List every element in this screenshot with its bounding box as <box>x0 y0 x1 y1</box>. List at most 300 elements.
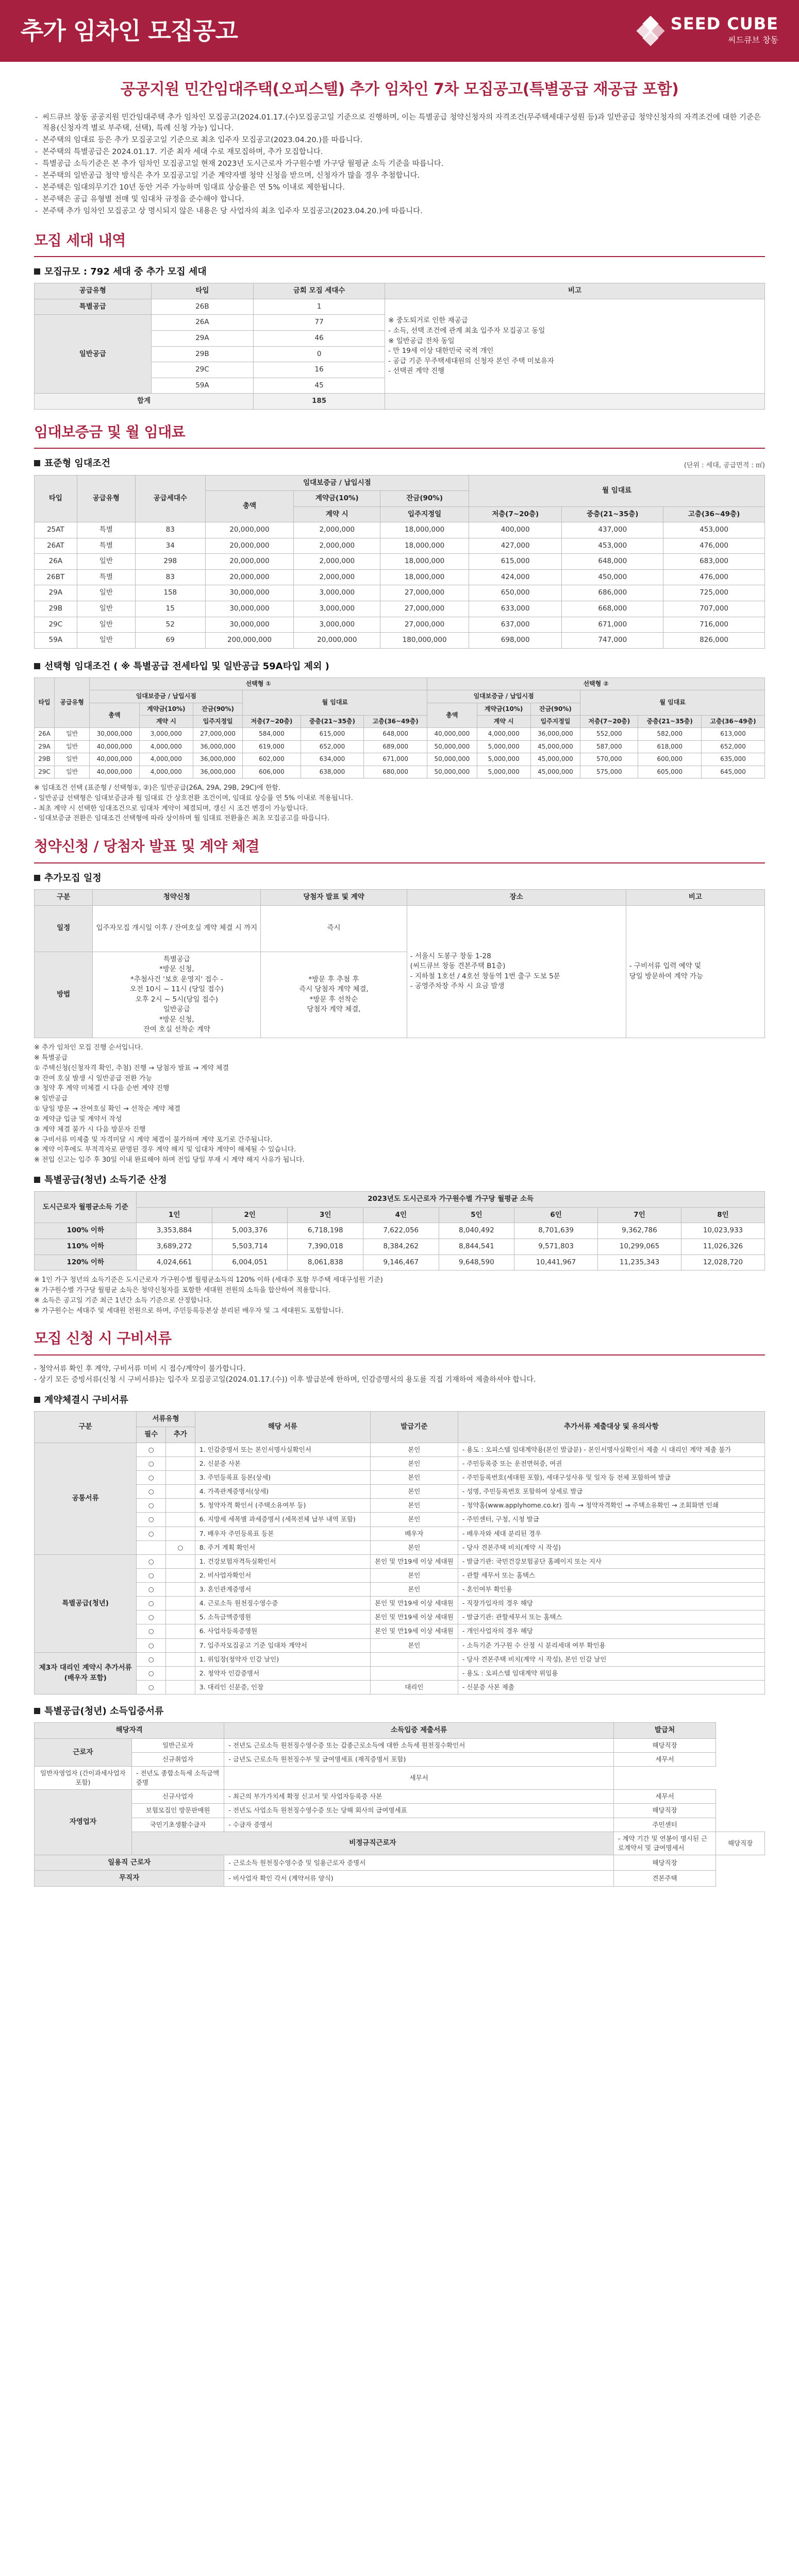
value-cell: 36,000,000 <box>193 753 243 766</box>
value-cell: 605,000 <box>638 766 702 778</box>
note-item: - 청약서류 확인 후 계약, 구비서류 미비 시 접수/계약이 불가합니다. <box>34 1365 246 1374</box>
square-bullet-icon <box>34 268 40 275</box>
table-row <box>35 601 765 617</box>
issue-basis: 본인 및 만19세 이상 세대원 <box>370 1611 458 1624</box>
place-info <box>407 905 626 1038</box>
issuer: 주민센터 <box>613 1818 715 1832</box>
income-value: 9,648,590 <box>439 1255 514 1270</box>
recruit-table: 공급유형 타입 금회 모집 세대수 비고 특별공급 26B 1 ※ 중도퇴거로 인한 재공급 - 소득, 선택 조건에 관계 최초 입주자 모집공고 동일 ※ 일반공급 전차 동일 - 만 19세 이상 대한민국 국적 개인 - 공급 기준 무주택세대원의 신청자 본인 주택 미보유자 - 선택권 계약 진행 일반공급 26A 77 29A 46 29B 0 29C 16 59A 45 합계 185 <box>34 283 765 410</box>
table-row <box>35 1790 765 1804</box>
value-cell: 18,000,000 <box>380 522 469 538</box>
value-cell: 83 <box>135 569 205 585</box>
income-value: 5,003,376 <box>212 1223 288 1239</box>
value-cell: 400,000 <box>469 522 561 538</box>
additional-mark <box>166 1443 195 1456</box>
value-cell: 4,000,000 <box>139 740 193 753</box>
value-cell: 2,000,000 <box>294 554 380 570</box>
sub-qualification: 신규사업자 <box>131 1790 224 1804</box>
table-row <box>35 617 765 633</box>
note-item: ※ 추가 임차인 모집 진행 순서입니다. <box>34 1044 143 1052</box>
issuer: 견본주택 <box>613 1871 715 1887</box>
text-line: 즉시 당첨자 계약 체결, <box>299 985 369 994</box>
required-mark: ○ <box>137 1499 166 1513</box>
contract-docs-table: 구분 서류유형 해당 서류 발급기준 추가서류 제출대상 및 유의사항 필수 추가 공통서류 ○ 1. 인감증명서 또는 본인서명사실확인서 본인 - 용도 : 오피스텔 임대계약용(본인 발급분) - 본인서명사실확인서 제출 시 대리인 계약 제출 불가 ○ 2. 신분증 사본 본인 - 주민등록증 또는 운전면허증, 여권 ○ 3. 주민등록표 등본(상세) 본인 - 주민등록번호(세대원 포함), 세대구성사유 및 일자 등 전체 포함하여 발급 ○ 4. 가족관계증명서(상세) 본인 - 성명, 주민등록번호 포함하여 상세로 발급 ○ 5. 청약자격 확인서 (주택소유여부 등) 본인 - 청약홈(www.applyhome.co.kr) 접속 → 청약자격확인 → 주택소유확인 → 조회화면 인쇄 ○ 6. 지방세 세목별 과세증명서 (세목전체 납부 내역 포함) 본인 - 주민센터, 구청, 시청 발급 ○ 7. 배우자 주민등록표 등본 배우자 - 배우자와 세대 분리된 경우 ○ 8. 주거 계획 확인서 본인 - 당사 견본주택 비치(계약 시 작성) 특별공급(청년) ○ 1. 건강보험자격득실확인서 본인 및 만19세 이상 세대원 - 발급기관: 국민건강보험공단 홈페이지 또는 지사 ○ 2. 비사업자확인서 본인 - 관할 세무서 또는 홈택스 ○ 3. 혼인관계증명서 본인 - 혼인여부 확인용 ○ 4. 근로소득 원천징수영수증 본인 및 만19세 이상 세대원 - 직장가입자의 경우 해당 ○ 5. 소득금액증명원 본인 및 만19세 이상 세대원 - 발급기관: 관할세무서 또는 홈택스 ○ 6. 사업자등록증명원 본인 및 만19세 이상 세대원 - 개인사업자의 경우 해당 ○ 7. 입주자모집공고 기준 임대차 계약서 본인 - 소득기준 가구원 수 산정 시 분리세대 여부 확인용 제3자 대리인 계약시 추가서류(배우자 포함) ○ 1. 위임장(청약자 인감 날인) - 당사 견본주택 비치(계약 시 작성), 본인 인감 날인 ○ 2. 청약자 인감증명서 - 용도 : 오피스텔 임대계약 위임용 ○ 3. 대리인 신분증, 인장 대리인 - 신분증 사본 제출 <box>34 1411 765 1694</box>
doc-name: 3. 주민등록표 등본(상세) <box>195 1471 370 1485</box>
total-label: 합계 <box>35 394 254 410</box>
value-cell: 637,000 <box>469 617 561 633</box>
income-doc: - 최근의 부가가치세 확정 신고서 및 사업자등록증 사본 <box>224 1790 613 1804</box>
text-line: - 서울시 도봉구 창동 1-28 <box>410 952 491 960</box>
value-cell: 특별 <box>77 522 135 538</box>
note-item: ※ 특별공급 <box>34 1054 68 1062</box>
person-header: 4인 <box>363 1207 439 1223</box>
apply-period: 입주자모집 개시일 이후 / 잔여호실 계약 체결 시 까지 <box>93 905 261 952</box>
value-cell: 180,000,000 <box>380 633 469 649</box>
count-cell: 0 <box>254 346 385 362</box>
note-item: - 일반공급 선택형은 임대보증금과 월 임대료 간 상호전환 조건이며, 임대료 상승률 연 5% 이내로 적용됩니다. <box>34 794 353 802</box>
value-cell: 18,000,000 <box>380 538 469 554</box>
type-cell: 29B <box>35 753 55 766</box>
brand-sub: 씨드큐브 창동 <box>728 35 778 45</box>
issuer: 해당직장 <box>613 1855 715 1871</box>
income-value: 11,026,326 <box>681 1239 764 1255</box>
issuer: 해당직장 <box>716 1832 765 1855</box>
table-row <box>35 740 765 753</box>
required-mark: ○ <box>137 1485 166 1499</box>
income-value: 8,701,639 <box>514 1223 598 1239</box>
value-cell: 4,000,000 <box>477 728 530 740</box>
table-row <box>35 1767 765 1790</box>
count-cell: 1 <box>254 299 385 315</box>
value-cell: 4,000,000 <box>139 753 193 766</box>
type-cell: 25AT <box>35 522 77 538</box>
value-cell: 20,000,000 <box>205 569 294 585</box>
value-cell: 30,000,000 <box>90 728 140 740</box>
square-bullet-icon <box>34 1177 40 1183</box>
required-mark: ○ <box>137 1597 166 1611</box>
value-cell: 476,000 <box>663 538 765 554</box>
value-cell: 671,000 <box>562 617 663 633</box>
value-cell: 668,000 <box>562 601 663 617</box>
table-row <box>35 1485 765 1499</box>
doc-group: 특별공급(청년) <box>35 1554 137 1652</box>
doc-name: 6. 지방세 세목별 과세증명서 (세목전체 납부 내역 포함) <box>195 1513 370 1527</box>
income-value: 10,299,065 <box>598 1239 681 1255</box>
text-line: - 구비서류 입력 예약 및 <box>629 962 702 971</box>
subsection-title: 특별공급(청년) 소득기준 산정 <box>44 1175 167 1186</box>
issuer: 해당직장 <box>613 1738 715 1752</box>
value-cell: 437,000 <box>562 522 663 538</box>
value-cell: 298 <box>135 554 205 570</box>
note-item: - 임대보증금 전환은 임대조건 선택형에 따라 상이하며 월 임대료 전환율은 최초 모집공고를 따릅니다. <box>34 815 330 823</box>
table-row <box>35 1638 765 1652</box>
doc-name: 1. 위임장(청약자 인감 날인) <box>195 1652 370 1666</box>
doc-group: 공통서류 <box>35 1443 137 1554</box>
income-value: 6,718,198 <box>288 1223 363 1239</box>
square-bullet-icon <box>34 1708 40 1714</box>
qualification: 무직자 <box>35 1871 224 1887</box>
text-line: ※ 중도퇴거로 인한 재공급 <box>388 316 468 325</box>
table-row <box>35 766 765 778</box>
income-value: 8,040,492 <box>439 1223 514 1239</box>
income-doc: - 전년도 사업소득 원천징수영수증 또는 당해 회사의 급여명세표 <box>224 1804 613 1818</box>
value-cell: 3,000,000 <box>294 585 380 601</box>
table-row <box>35 554 765 570</box>
text-line: - 공급 기준 무주택세대원의 신청자 본인 주택 미보유자 <box>388 357 554 365</box>
table-row <box>35 728 765 740</box>
additional-mark <box>166 1611 195 1624</box>
additional-mark <box>166 1499 195 1513</box>
additional-mark <box>166 1471 195 1485</box>
additional-mark <box>166 1554 195 1568</box>
value-cell: 606,000 <box>243 766 301 778</box>
additional-mark <box>166 1597 195 1611</box>
doc-note: - 관할 세무서 또는 홈택스 <box>458 1568 764 1582</box>
additional-mark <box>166 1568 195 1582</box>
value-cell: 20,000,000 <box>294 633 380 649</box>
value-cell: 5,000,000 <box>477 740 530 753</box>
table-row <box>35 1832 765 1855</box>
doc-note: - 주민센터, 구청, 시청 발급 <box>458 1513 764 1527</box>
doc-note: - 혼인여부 확인용 <box>458 1583 764 1597</box>
type-cell: 29C <box>35 617 77 633</box>
table-row <box>35 1513 765 1527</box>
additional-mark <box>166 1513 195 1527</box>
income-doc: - 근로소득 원천징수영수증 및 일용근로자 증명서 <box>224 1855 613 1871</box>
doc-note: - 용도 : 오피스텔 임대계약용(본인 발급분) - 본인서명사실확인서 제출 시 대리인 계약 제출 불가 <box>458 1443 764 1456</box>
optional-rent-table: 타입 공급유형 선택형 ① 선택형 ② 임대보증금 / 납입시점 월 임대료 임대보증금 / 납입시점 월 임대료 총액 계약금(10%) 잔금(90%) 총액 계약금(10%) 잔금(90%) 계약 시 입주지정일 저층(7~20층) 중층(21~35층) 고층(36~49층) 계약 시 입주지정일 저층(7~20층) 중층(21~35층) 고층(36~49층) 26A 일반 30,000,000 3,000,000 27,000,000 584,000 615,000 648,000 40,000,000 4,000,000 36,000,000 552,000 582,000 613,000 29A 일반 40,000,000 4,000,000 36,000,000 619,000 652,000 689,000 50,000,000 5,000,000 45,000,000 587,000 618,000 652,000 29B 일반 40,000,000 4,000,000 36,000,000 602,000 634,000 671,000 50,000,000 5,000,000 45,000,000 570,000 600,000 635,000 29C 일반 40,000,000 4,000,000 36,000,000 606,000 638,000 680,000 50,000,000 5,000,000 45,000,000 575,000 605,000 645,000 <box>34 677 765 778</box>
additional-mark <box>166 1652 195 1666</box>
value-cell: 45,000,000 <box>530 753 580 766</box>
type-cell: 26BT <box>35 569 77 585</box>
subsection-title: 선택형 임대조건 ( ※ 특별공급 전세타입 및 일반공급 59A타입 제외 ) <box>44 660 329 672</box>
person-header: 1인 <box>137 1207 212 1223</box>
schedule-table: 구분 청약신청 당첨자 발표 및 계약 장소 비고 일정 입주자모집 개시일 이후 / 잔여호실 계약 체결 시 까지 즉시 - 서울시 도봉구 창동 1-28 (씨드큐브 창동 견본주택 B1층) - 지하철 1호선 / 4호선 창동역 1번 출구 도보 5분 - 공영주차장 주차 시 요금 발생 - 구비서류 입력 예약 및 당일 방문하여 계약 가능 방법 특별공급 *방문 신청, *추첨사건 '보호 운영지' 접수 - 오전 10시 ~ 11시 (당일 접수) 오후 2시 ~ 5시(당일 접수) 일반공급 *방문 신청, 잔여 호실 선착순 계약 *방문 후 추첨 후 즉시 당첨자 계약 체결, *방문 후 선착순 당첨자 계약 체결, <box>34 889 765 1038</box>
type-cell: 29C <box>151 362 253 378</box>
doc-note: - 용도 : 오피스텔 임대계약 위임용 <box>458 1666 764 1680</box>
issue-basis: 본인 <box>370 1513 458 1527</box>
group-label: 일반공급 <box>35 315 152 394</box>
issue-basis: 본인 및 만19세 이상 세대원 <box>370 1597 458 1611</box>
table-row <box>35 1499 765 1513</box>
issuer: 해당직장 <box>613 1804 715 1818</box>
doc-note: - 주민등록번호(세대원 포함), 세대구성사유 및 일자 등 전체 포함하여 발급 <box>458 1471 764 1485</box>
table-row <box>35 1871 765 1887</box>
remark-info <box>626 905 764 1038</box>
total-count: 185 <box>254 394 385 410</box>
type-cell: 26B <box>151 299 253 315</box>
text-line: *방문 후 추첨 후 <box>308 975 359 984</box>
table-row <box>35 1738 765 1752</box>
value-cell: 600,000 <box>638 753 702 766</box>
doc-note: - 청약홈(www.applyhome.co.kr) 접속 → 청약자격확인 → 주택소유확인 → 조회화면 인쇄 <box>458 1499 764 1513</box>
text-line: 당일 방문하여 계약 가능 <box>629 972 704 980</box>
type-cell: 59A <box>35 633 77 649</box>
value-cell: 20,000,000 <box>205 538 294 554</box>
type-cell: 29A <box>35 740 55 753</box>
type-cell: 29C <box>35 766 55 778</box>
subsection-title: 모집규모 : 792 세대 중 추가 모집 세대 <box>44 266 207 278</box>
result-method <box>261 952 407 1038</box>
section-title-schedule: 청약신청 / 당첨자 발표 및 계약 체결 <box>34 838 259 855</box>
additional-mark <box>166 1680 195 1694</box>
doc-name: 1. 인감증명서 또는 본인서명사실확인서 <box>195 1443 370 1456</box>
schedule-notes <box>34 1043 765 1165</box>
text-line: (씨드큐브 창동 견본주택 B1층) <box>410 962 506 971</box>
optional-notes <box>34 784 765 824</box>
income-value: 5,503,714 <box>212 1239 288 1255</box>
doc-note: - 개인사업자의 경우 해당 <box>458 1624 764 1638</box>
note-item: ※ 구비서류 미제출 및 자격미달 시 계약 체결이 불가하며 계약 포기로 간주됩니다. <box>34 1136 273 1144</box>
table-row <box>35 1752 765 1766</box>
income-value: 10,023,933 <box>681 1223 764 1239</box>
value-cell: 618,000 <box>638 740 702 753</box>
income-value: 9,146,467 <box>363 1255 439 1270</box>
table-row <box>35 569 765 585</box>
qualification: 비정규직근로자 <box>131 1832 613 1855</box>
value-cell: 652,000 <box>301 740 364 753</box>
doc-name: 2. 비사업자확인서 <box>195 1568 370 1582</box>
value-cell: 36,000,000 <box>193 766 243 778</box>
text-line: 잔여 호실 선착순 계약 <box>143 1025 210 1034</box>
required-mark: ○ <box>137 1456 166 1470</box>
value-cell: 707,000 <box>663 601 765 617</box>
count-cell: 46 <box>254 331 385 347</box>
additional-mark <box>166 1638 195 1652</box>
text-line: - 지하철 1호선 / 4호선 창동역 1번 출구 도보 5분 <box>410 972 560 980</box>
value-cell: 652,000 <box>702 740 765 753</box>
table-row <box>35 1255 765 1270</box>
value-cell: 50,000,000 <box>427 740 477 753</box>
issue-basis: 대리인 <box>370 1680 458 1694</box>
type-cell: 29A <box>151 331 253 347</box>
issue-basis: 본인 <box>370 1471 458 1485</box>
value-cell: 40,000,000 <box>90 753 140 766</box>
note-item: ② 잔여 호실 발생 시 일반공급 전환 가능 <box>34 1074 152 1082</box>
additional-mark <box>166 1583 195 1597</box>
note-item: ※ 계약 이후에도 부적격자로 판명된 경우 계약 해지 및 임대차 계약이 해제될 수 있습니다. <box>34 1146 296 1154</box>
note-item: ※ 1인 가구 청년의 소득기준은 도시근로자 가구원수별 월평균소득의 120% 이하 (세대주 포함 무주택 세대구성원 기준) <box>34 1276 383 1284</box>
square-bullet-icon <box>34 460 40 466</box>
value-cell: 683,000 <box>663 554 765 570</box>
value-cell: 27,000,000 <box>380 601 469 617</box>
text-line: *추첨사건 '보호 운영지' 접수 - <box>130 975 223 984</box>
type-cell: 29B <box>151 346 253 362</box>
income-value: 8,061,838 <box>288 1255 363 1270</box>
value-cell: 671,000 <box>364 753 427 766</box>
table-row <box>35 1818 765 1832</box>
value-cell: 45,000,000 <box>530 740 580 753</box>
note-item: ① 주택신청(신청자격 확인, 추첨) 진행 → 당첨자 발표 → 계약 체결 <box>34 1064 229 1072</box>
required-mark: ○ <box>137 1652 166 1666</box>
table-row <box>35 1680 765 1694</box>
required-mark <box>137 1540 166 1554</box>
cube-icon <box>637 17 664 45</box>
income-doc: - 수급자 증명서 <box>224 1818 613 1832</box>
person-header: 8인 <box>681 1207 764 1223</box>
required-mark: ○ <box>137 1554 166 1568</box>
note-item: ※ 소득은 공고일 기준 최근 1년간 소득 기준으로 산정합니다. <box>34 1296 212 1304</box>
income-docs-table: 해당자격 소득입증 제출서류 발급처 근로자 일반근로자 - 전년도 근로소득 원천징수영수증 또는 갑종근로소득에 대한 소득세 원천징수확인서 해당직장 신규취업자 - 금년도 근로소득 원천징수부 및 급여명세표 (재직증명서 포함) 세무서 일반자영업자 (간이과세사업자 포함) - 전년도 종합소득세 소득금액증명 세무서 자영업자 신규사업자 - 최근의 부가가치세 확정 신고서 및 사업자등록증 사본 세무서 보험모집인 방문판매원 - 전년도 사업소득 원천징수영수증 또는 당해 회사의 급여명세표 해당직장 국민기초생활수급자 - 수급자 증명서 주민센터 비정규직근로자 - 계약 기간 및 연봉이 명시된 근로계약서 및 급여명세서 해당직장 일용직 근로자 - 근로소득 원천징수영수증 및 일용근로자 증명서 해당직장 무직자 - 비사업자 확인 각서 (계약서류 양식) 견본주택 <box>34 1722 765 1887</box>
note-item: - 본주택 추가 임차인 모집공고 상 명시되지 않은 내용은 당 사업자의 최초 입주자 모집공고(2023.04.20.)에 따릅니다. <box>34 206 765 217</box>
value-cell: 635,000 <box>702 753 765 766</box>
text-line: - 선택권 계약 진행 <box>388 367 445 376</box>
value-cell: 575,000 <box>580 766 638 778</box>
income-value: 3,689,272 <box>137 1239 212 1255</box>
note-item: ① 당일 방문 → 잔여호실 확인 → 선착순 계약 체결 <box>34 1105 181 1113</box>
income-doc: - 전년도 근로소득 원천징수영수증 또는 갑종근로소득에 대한 소득세 원천징수확인서 <box>224 1738 613 1752</box>
issue-basis: 배우자 <box>370 1527 458 1540</box>
value-cell: 27,000,000 <box>380 585 469 601</box>
type-cell: 26A <box>35 728 55 740</box>
income-table: 도시근로자 월평균소득 기준 2023년도 도시근로자 가구원수별 가구당 월평균 소득 1인 2인 3인 4인 5인 6인 7인 8인 100% 이하 3,353,884 5,003,376 6,718,198 7,622,056 8,040,492 8,701,639 9,362,786 10,023,933 110% 이하 3,689,272 5,503,714 7,390,018 8,384,262 8,844,541 9,571,803 10,299,065 11,026,326 120% 이하 4,024,661 6,004,051 8,061,838 9,146,467 9,648,590 10,441,967 11,235,343 12,028,720 <box>34 1191 765 1270</box>
value-cell: 634,000 <box>301 753 364 766</box>
type-cell: 29A <box>35 585 77 601</box>
value-cell: 일반 <box>77 633 135 649</box>
value-cell: 716,000 <box>663 617 765 633</box>
qualification: 근로자 <box>35 1738 132 1766</box>
required-mark: ○ <box>137 1680 166 1694</box>
note-item: - 본주택은 임대의무기간 10년 동안 거주 가능하며 임대료 상승률은 연 5% 이내로 제한됩니다. <box>34 182 765 193</box>
table-row <box>35 1583 765 1597</box>
additional-mark <box>166 1666 195 1680</box>
value-cell: 582,000 <box>638 728 702 740</box>
doc-name: 5. 청약자격 확인서 (주택소유여부 등) <box>195 1499 370 1513</box>
value-cell: 일반 <box>77 554 135 570</box>
type-cell: 26AT <box>35 538 77 554</box>
issue-basis: 본인 <box>370 1485 458 1499</box>
remark-cell <box>385 299 765 393</box>
value-cell: 453,000 <box>562 538 663 554</box>
value-cell: 일반 <box>55 740 90 753</box>
issue-basis: 본인 <box>370 1443 458 1456</box>
square-bullet-icon <box>34 875 40 881</box>
subsection-title: 추가모집 일정 <box>44 872 102 884</box>
note-item: ③ 청약 후 계약 미체결 시 다음 순번 계약 진행 <box>34 1084 170 1093</box>
income-value: 9,571,803 <box>514 1239 598 1255</box>
value-cell: 615,000 <box>469 554 561 570</box>
note-item: ※ 가구원수별 가구당 월평균 소득은 청약신청자를 포함한 세대원 전원의 소득을 합산하여 적용합니다. <box>34 1286 331 1294</box>
value-cell: 2,000,000 <box>294 569 380 585</box>
additional-mark: ○ <box>166 1540 195 1554</box>
intro-title: 공공지원 민간임대주택(오피스텔) 추가 임차인 7차 모집공고(특별공급 재공급 포함) <box>120 80 679 98</box>
income-doc: - 계약 기간 및 연봉이 명시된 근로계약서 및 급여명세서 <box>613 1832 715 1855</box>
table-row <box>35 1527 765 1540</box>
required-mark: ○ <box>137 1471 166 1485</box>
table-row <box>35 753 765 766</box>
sub-qualification: 신규취업자 <box>131 1752 224 1766</box>
table-row <box>35 1554 765 1568</box>
value-cell: 특별 <box>77 538 135 554</box>
value-cell: 18,000,000 <box>380 554 469 570</box>
doc-note: - 발급기관: 국민건강보험공단 홈페이지 또는 지사 <box>458 1554 764 1568</box>
table-row <box>35 1597 765 1611</box>
issue-basis: 본인 <box>370 1456 458 1470</box>
additional-mark <box>166 1624 195 1638</box>
value-cell: 일반 <box>77 601 135 617</box>
section-divider <box>34 256 765 257</box>
required-mark: ○ <box>137 1513 166 1527</box>
value-cell: 725,000 <box>663 585 765 601</box>
page-title: 추가 임차인 모집공고 <box>21 16 238 45</box>
income-doc: - 전년도 종합소득세 소득금액증명 <box>131 1767 224 1790</box>
value-cell: 638,000 <box>301 766 364 778</box>
income-level: 120% 이하 <box>35 1255 137 1270</box>
table-row <box>35 1611 765 1624</box>
doc-note: - 당사 견본주택 비치(계약 시 작성), 본인 인감 날인 <box>458 1652 764 1666</box>
income-level: 100% 이하 <box>35 1223 137 1239</box>
type-cell: 29B <box>35 601 77 617</box>
person-header: 5인 <box>439 1207 514 1223</box>
square-bullet-icon <box>34 663 40 669</box>
doc-name: 6. 사업자등록증명원 <box>195 1624 370 1638</box>
table-row <box>35 538 765 554</box>
value-cell: 36,000,000 <box>193 740 243 753</box>
income-value: 6,004,051 <box>212 1255 288 1270</box>
value-cell: 27,000,000 <box>380 617 469 633</box>
issue-basis: 본인 <box>370 1540 458 1554</box>
apply-method <box>93 952 261 1038</box>
doc-name: 1. 건강보험자격득실확인서 <box>195 1554 370 1568</box>
value-cell: 일반 <box>77 617 135 633</box>
value-cell: 52 <box>135 617 205 633</box>
value-cell: 645,000 <box>702 766 765 778</box>
value-cell: 20,000,000 <box>205 554 294 570</box>
value-cell: 648,000 <box>562 554 663 570</box>
qualification: 자영업자 <box>35 1790 132 1855</box>
income-value: 3,353,884 <box>137 1223 212 1239</box>
square-bullet-icon <box>34 1397 40 1403</box>
person-header: 3인 <box>288 1207 363 1223</box>
note-item: - 본주택의 특별공급은 2024.01.17. 기준 최자 세대 수로 재모집하며, 추가 모집합니다. <box>34 147 765 158</box>
text-line: 당첨자 계약 체결, <box>307 1005 361 1014</box>
table-row <box>35 1540 765 1554</box>
value-cell: 40,000,000 <box>90 740 140 753</box>
section-title-docs: 모집 신청 시 구비서류 <box>34 1330 172 1347</box>
table-row <box>35 1456 765 1470</box>
issue-basis: 본인 <box>370 1499 458 1513</box>
required-mark: ○ <box>137 1666 166 1680</box>
required-mark: ○ <box>137 1624 166 1638</box>
value-cell: 5,000,000 <box>477 766 530 778</box>
docs-notes <box>34 1364 765 1385</box>
table-row <box>35 1652 765 1666</box>
subsection-title: 계약체결시 구비서류 <box>44 1394 128 1405</box>
value-cell: 일반 <box>77 585 135 601</box>
count-cell: 45 <box>254 378 385 394</box>
doc-name: 2. 신분증 사본 <box>195 1456 370 1470</box>
result-timing: 즉시 <box>261 905 407 952</box>
qualification: 일용직 근로자 <box>35 1855 224 1871</box>
value-cell: 36,000,000 <box>530 728 580 740</box>
doc-name: 3. 대리인 신분증, 인장 <box>195 1680 370 1694</box>
table-row <box>35 1568 765 1582</box>
note-item: ※ 임대조건 선택 (표준형 / 선택형①, ②)은 일반공급(26A, 29A, 29B, 29C)에 한함. <box>34 784 281 792</box>
value-cell: 689,000 <box>364 740 427 753</box>
value-cell: 50,000,000 <box>427 753 477 766</box>
required-mark: ○ <box>137 1443 166 1456</box>
note-item: - 본주택은 공급 유형별 전매 및 임대차 규정을 준수해야 합니다. <box>34 194 765 205</box>
note-item: ※ 가구원수는 세대주 및 세대원 전원으로 하며, 주민등록등본상 분리된 배우자 및 그 세대원도 포함합니다. <box>34 1307 344 1315</box>
value-cell: 3,000,000 <box>294 601 380 617</box>
issue-basis: 본인 <box>370 1638 458 1652</box>
value-cell: 680,000 <box>364 766 427 778</box>
note-item: - 본주택의 일반공급 청약 방식은 추가 모집공고일 기준 계약자별 청약 신청을 받으며, 신청자가 많을 경우 추첨합니다. <box>34 171 765 181</box>
text-line: - 공영주차장 주차 시 요금 발생 <box>410 982 505 991</box>
group-label: 특별공급 <box>35 299 152 315</box>
doc-note: - 발급기관: 관할세무서 또는 홈택스 <box>458 1611 764 1624</box>
value-cell: 3,000,000 <box>139 728 193 740</box>
